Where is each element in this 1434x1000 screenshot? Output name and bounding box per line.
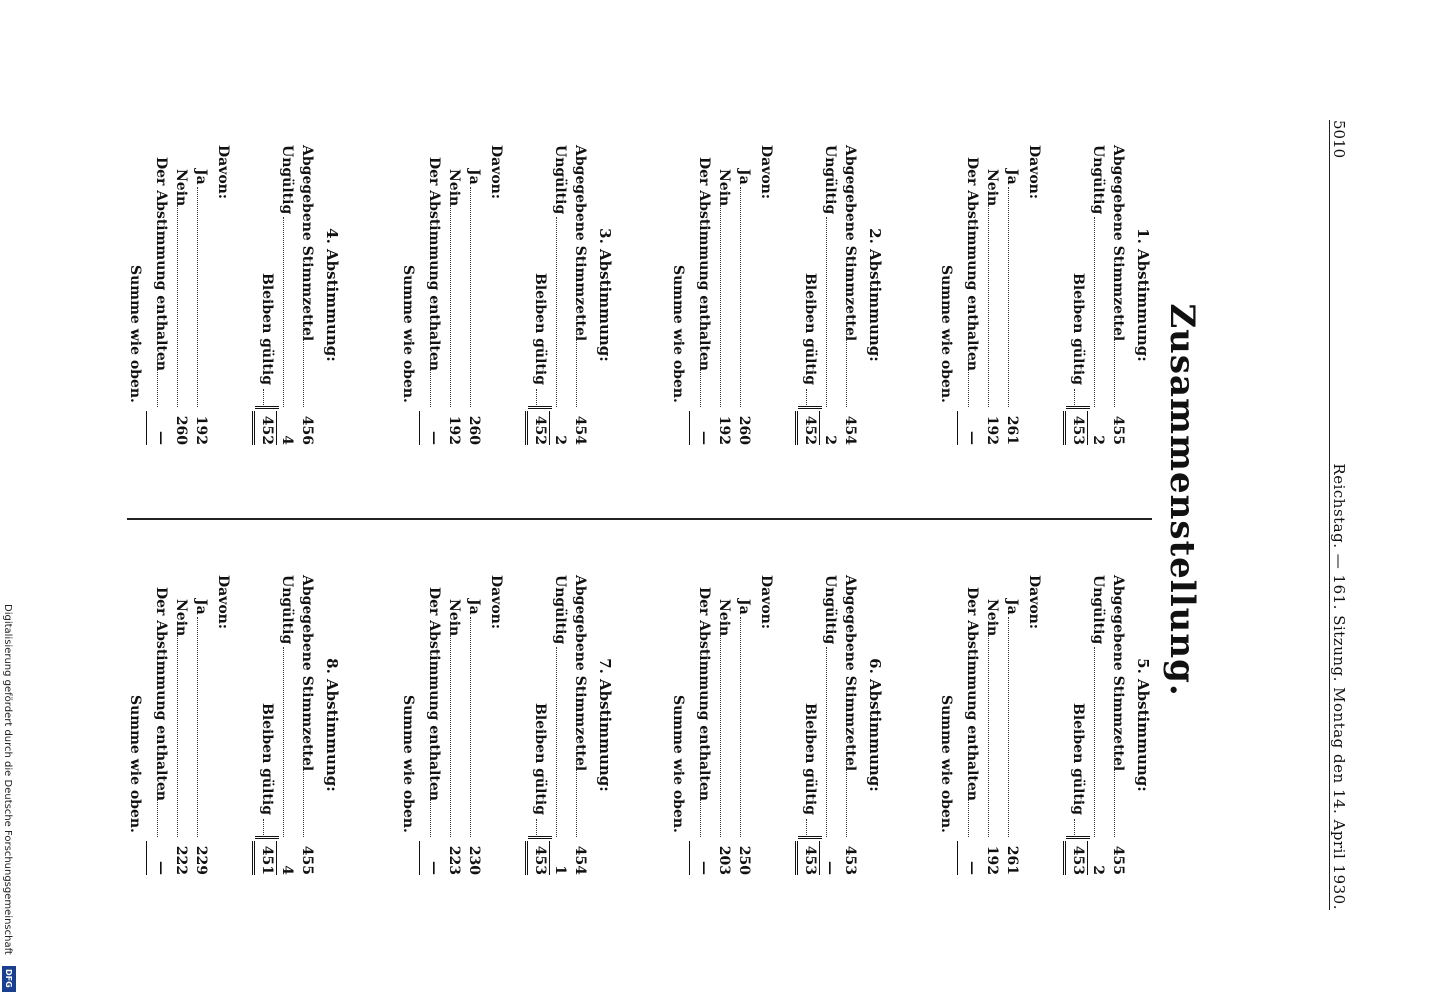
dot-leader [283, 217, 284, 407]
dot-leader [720, 627, 721, 837]
dot-leader [846, 747, 847, 837]
vote-block-8 [96, 575, 341, 875]
double-bar [798, 406, 822, 409]
abgegeben-row [295, 575, 315, 875]
row-label: Ungültig [1090, 145, 1106, 215]
digitization-note [2, 0, 16, 1000]
row-label: Ungültig [552, 575, 568, 645]
dot-leader [283, 647, 284, 837]
dot-leader [263, 819, 264, 837]
dot-leader [157, 359, 158, 407]
double-rule [252, 841, 255, 875]
double-rule [252, 411, 255, 445]
dot-leader [177, 627, 178, 837]
double-rule [1063, 841, 1066, 875]
row-value: 250 [736, 845, 752, 875]
dot-leader [470, 617, 471, 837]
vote-block-5 [907, 575, 1152, 875]
summe-row [934, 575, 954, 875]
dot-leader [430, 359, 431, 407]
dot-leader [303, 317, 304, 407]
enthalten-row [422, 145, 442, 445]
total-rule [957, 411, 958, 445]
row-value: 455 [1110, 845, 1126, 875]
dot-leader [576, 747, 577, 837]
bleiben-value: 453 [532, 845, 548, 875]
row-label: Abgegebene Stimmzettel [1110, 575, 1126, 772]
vote-title: 3. Abstimmung: [596, 228, 614, 362]
dot-leader [177, 197, 178, 407]
total-rule [957, 841, 958, 875]
row-label: Ja [736, 599, 752, 615]
davon-label: Davon: [488, 145, 504, 200]
row-label: Der Abstimmung enthalten [426, 157, 442, 371]
row-label: Nein [173, 599, 189, 637]
dot-leader [197, 617, 198, 837]
dot-leader [740, 187, 741, 407]
vote-title: 8. Abstimmung: [323, 658, 341, 792]
nein-row [980, 145, 1000, 445]
vote-block-1 [907, 145, 1152, 445]
row-label: Ungültig [822, 145, 838, 215]
davon-row [754, 145, 774, 445]
row-value: 222 [173, 845, 189, 875]
dot-leader [700, 359, 701, 407]
nein-row [712, 575, 732, 875]
row-label: Der Abstimmung enthalten [153, 157, 169, 371]
sum-rule [276, 841, 277, 875]
ja-row [732, 575, 752, 875]
summe-label: Summe wie oben. [670, 265, 686, 403]
dot-leader [826, 647, 827, 837]
row-label: Ungültig [1090, 575, 1106, 645]
summe-row [666, 575, 686, 875]
ungueltig-row [818, 145, 838, 445]
dot-leader [263, 389, 264, 407]
abgegeben-row [295, 145, 315, 445]
davon-label: Davon: [215, 145, 231, 200]
davon-label: Davon: [758, 145, 774, 200]
row-label: Nein [716, 599, 732, 637]
nein-row [980, 575, 1000, 875]
ja-row [1000, 145, 1020, 445]
davon-row [1022, 145, 1042, 445]
vote-block-4 [96, 145, 341, 445]
dot-leader [988, 197, 989, 407]
double-rule [795, 411, 798, 445]
digitization-note-text: Digitalisierung gefördert durch die Deutsche Forschungsgemeinschaft [2, 604, 13, 955]
column-divider [127, 518, 1152, 520]
dot-leader [1094, 647, 1095, 837]
dot-leader [536, 389, 537, 407]
double-bar [528, 406, 552, 409]
double-bar [255, 406, 279, 409]
bleiben-value: 453 [1070, 845, 1086, 875]
summe-label: Summe wie oben. [670, 695, 686, 833]
row-label: Ja [466, 169, 482, 185]
row-value: 454 [572, 415, 588, 445]
vote-block-2 [639, 145, 884, 445]
ja-row [462, 145, 482, 445]
dot-leader [157, 789, 158, 837]
row-label: Ja [736, 169, 752, 185]
sum-rule [819, 411, 820, 445]
sum-rule [549, 411, 550, 445]
row-value: 260 [466, 415, 482, 445]
row-value: 192 [984, 415, 1000, 445]
davon-row [754, 575, 774, 875]
dot-leader [1114, 747, 1115, 837]
row-label: Ja [193, 599, 209, 615]
row-label: Nein [984, 169, 1000, 207]
row-label: Ja [1004, 599, 1020, 615]
bleiben-label: Bleiben gültig [259, 703, 275, 815]
summe-row [396, 145, 416, 445]
dot-leader [846, 317, 847, 407]
ja-row [189, 145, 209, 445]
dot-leader [968, 789, 969, 837]
row-value: — [426, 861, 442, 875]
davon-row [211, 575, 231, 875]
davon-row [211, 145, 231, 445]
row-label: Abgegebene Stimmzettel [572, 145, 588, 342]
enthalten-row [149, 145, 169, 445]
bleiben-label: Bleiben gültig [532, 273, 548, 385]
enthalten-row [149, 575, 169, 875]
abgegeben-row [1106, 575, 1126, 875]
double-rule [795, 841, 798, 875]
sum-rule [549, 841, 550, 875]
row-label: Ungültig [822, 575, 838, 645]
dot-leader [450, 197, 451, 407]
davon-label: Davon: [1026, 575, 1042, 630]
row-value: — [964, 431, 980, 445]
total-rule [689, 841, 690, 875]
bleiben-label: Bleiben gültig [1070, 273, 1086, 385]
double-rule [525, 411, 528, 445]
dot-leader [576, 317, 577, 407]
bleiben-label: Bleiben gültig [802, 703, 818, 815]
dot-leader [968, 359, 969, 407]
summe-label: Summe wie oben. [127, 695, 143, 833]
dot-leader [806, 819, 807, 837]
total-rule [419, 841, 420, 875]
vote-block-6 [639, 575, 884, 875]
dot-leader [826, 217, 827, 407]
ja-row [189, 575, 209, 875]
summe-label: Summe wie oben. [127, 265, 143, 403]
row-value: 192 [446, 415, 462, 445]
abgegeben-row [568, 145, 588, 445]
row-label: Der Abstimmung enthalten [153, 587, 169, 801]
dot-leader [988, 627, 989, 837]
row-value: 260 [173, 415, 189, 445]
summe-label: Summe wie oben. [938, 695, 954, 833]
summe-row [123, 575, 143, 875]
row-value: 2 [1090, 865, 1106, 875]
vote-block-7 [369, 575, 614, 875]
dot-leader [303, 747, 304, 837]
row-value: — [153, 431, 169, 445]
vote-title: 2. Abstimmung: [866, 228, 884, 362]
ja-row [462, 575, 482, 875]
dot-leader [700, 789, 701, 837]
total-rule [689, 411, 690, 445]
double-bar [1066, 406, 1090, 409]
row-value: — [964, 861, 980, 875]
row-value: 4 [279, 435, 295, 445]
row-value: 455 [1110, 415, 1126, 445]
abgegeben-row [1106, 145, 1126, 445]
enthalten-row [692, 575, 712, 875]
row-value: 260 [736, 415, 752, 445]
total-rule [419, 411, 420, 445]
bleiben-value: 452 [802, 415, 818, 445]
row-value: 1 [552, 865, 568, 875]
header-rule [1329, 120, 1330, 910]
bleiben-value: 452 [259, 415, 275, 445]
row-value: 230 [466, 845, 482, 875]
vote-title: 1. Abstimmung: [1134, 228, 1152, 362]
page-number: 5010 [1330, 120, 1348, 159]
dot-leader [806, 389, 807, 407]
row-value: — [822, 861, 838, 875]
vote-title: 6. Abstimmung: [866, 658, 884, 792]
row-value: 455 [299, 845, 315, 875]
row-value: 192 [193, 415, 209, 445]
dot-leader [1074, 819, 1075, 837]
row-label: Abgegebene Stimmzettel [842, 575, 858, 772]
bleiben-value: 451 [259, 845, 275, 875]
ungueltig-row [548, 575, 568, 875]
vote-title: 4. Abstimmung: [323, 228, 341, 362]
sum-rule [1087, 411, 1088, 445]
dot-leader [556, 647, 557, 837]
row-value: 229 [193, 845, 209, 875]
page-title: Zusammenstellung. [1162, 303, 1202, 697]
davon-row [484, 575, 504, 875]
ungueltig-row [1086, 575, 1106, 875]
double-bar [255, 836, 279, 839]
row-label: Nein [173, 169, 189, 207]
dot-leader [450, 627, 451, 837]
row-label: Nein [984, 599, 1000, 637]
vote-title: 5. Abstimmung: [1134, 658, 1152, 792]
enthalten-row [422, 575, 442, 875]
row-label: Ja [466, 599, 482, 615]
row-label: Abgegebene Stimmzettel [842, 145, 858, 342]
dfg-logo [2, 966, 16, 992]
dot-leader [740, 617, 741, 837]
nein-row [169, 145, 189, 445]
ungueltig-row [275, 575, 295, 875]
dot-leader [1008, 187, 1009, 407]
bleiben-label: Bleiben gültig [802, 273, 818, 385]
nein-row [442, 575, 462, 875]
nein-row [712, 145, 732, 445]
row-value: 223 [446, 845, 462, 875]
double-rule [1063, 411, 1066, 445]
double-bar [1066, 836, 1090, 839]
dot-leader [470, 187, 471, 407]
dfg-logo-text: DFG [4, 969, 13, 988]
row-label: Der Abstimmung enthalten [964, 157, 980, 371]
davon-label: Davon: [488, 575, 504, 630]
bleiben-label: Bleiben gültig [259, 273, 275, 385]
double-bar [798, 836, 822, 839]
bleiben-value: 453 [802, 845, 818, 875]
abgegeben-row [838, 145, 858, 445]
double-rule [525, 841, 528, 875]
dot-leader [1008, 617, 1009, 837]
row-label: Abgegebene Stimmzettel [1110, 145, 1126, 342]
row-label: Abgegebene Stimmzettel [299, 145, 315, 342]
row-label: Nein [446, 599, 462, 637]
davon-label: Davon: [758, 575, 774, 630]
row-label: Ungültig [279, 575, 295, 645]
row-label: Abgegebene Stimmzettel [572, 575, 588, 772]
enthalten-row [960, 145, 980, 445]
row-value: 192 [984, 845, 1000, 875]
row-value: 2 [1090, 435, 1106, 445]
davon-label: Davon: [1026, 145, 1042, 200]
row-value: 4 [279, 865, 295, 875]
row-value: 2 [552, 435, 568, 445]
row-label: Der Abstimmung enthalten [696, 157, 712, 371]
row-value: 203 [716, 845, 732, 875]
bleiben-label: Bleiben gültig [532, 703, 548, 815]
row-value: 192 [716, 415, 732, 445]
dot-leader [1094, 217, 1095, 407]
double-bar [528, 836, 552, 839]
ungueltig-row [548, 145, 568, 445]
running-head: Reichstag. — 161. Sitzung. Montag den 14. April 1930. [1330, 463, 1348, 910]
abgegeben-row [568, 575, 588, 875]
row-label: Nein [446, 169, 462, 207]
row-label: Ja [193, 169, 209, 185]
row-label: Abgegebene Stimmzettel [299, 575, 315, 772]
row-label: Ungültig [552, 145, 568, 215]
row-label: Der Abstimmung enthalten [964, 587, 980, 801]
total-rule [146, 411, 147, 445]
row-value: 261 [1004, 415, 1020, 445]
row-value: 454 [572, 845, 588, 875]
row-value: 454 [842, 415, 858, 445]
nein-row [169, 575, 189, 875]
summe-label: Summe wie oben. [400, 695, 416, 833]
summe-row [123, 145, 143, 445]
dot-leader [720, 197, 721, 407]
running-header [1322, 120, 1348, 910]
nein-row [442, 145, 462, 445]
summe-row [396, 575, 416, 875]
bleiben-value: 452 [532, 415, 548, 445]
vote-block-3 [369, 145, 614, 445]
davon-label: Davon: [215, 575, 231, 630]
sum-rule [1087, 841, 1088, 875]
row-label: Der Abstimmung enthalten [696, 587, 712, 801]
davon-row [1022, 575, 1042, 875]
vote-title: 7. Abstimmung: [596, 658, 614, 792]
ungueltig-row [275, 145, 295, 445]
row-label: Ja [1004, 169, 1020, 185]
ja-row [1000, 575, 1020, 875]
row-value: — [426, 431, 442, 445]
row-label: Nein [716, 169, 732, 207]
bleiben-value: 453 [1070, 415, 1086, 445]
sum-rule [819, 841, 820, 875]
davon-row [484, 145, 504, 445]
row-value: — [696, 431, 712, 445]
ungueltig-row [818, 575, 838, 875]
row-value: — [153, 861, 169, 875]
row-label: Der Abstimmung enthalten [426, 587, 442, 801]
row-value: 456 [299, 415, 315, 445]
summe-row [666, 145, 686, 445]
dot-leader [556, 217, 557, 407]
total-rule [146, 841, 147, 875]
row-value: 453 [842, 845, 858, 875]
dot-leader [1074, 389, 1075, 407]
dot-leader [536, 819, 537, 837]
row-value: 261 [1004, 845, 1020, 875]
summe-label: Summe wie oben. [400, 265, 416, 403]
summe-label: Summe wie oben. [938, 265, 954, 403]
ungueltig-row [1086, 145, 1106, 445]
row-label: Ungültig [279, 145, 295, 215]
ja-row [732, 145, 752, 445]
summe-row [934, 145, 954, 445]
bleiben-label: Bleiben gültig [1070, 703, 1086, 815]
enthalten-row [692, 145, 712, 445]
row-value: — [696, 861, 712, 875]
row-value: 2 [822, 435, 838, 445]
dot-leader [1114, 317, 1115, 407]
enthalten-row [960, 575, 980, 875]
dot-leader [430, 789, 431, 837]
sum-rule [276, 411, 277, 445]
dot-leader [197, 187, 198, 407]
abgegeben-row [838, 575, 858, 875]
